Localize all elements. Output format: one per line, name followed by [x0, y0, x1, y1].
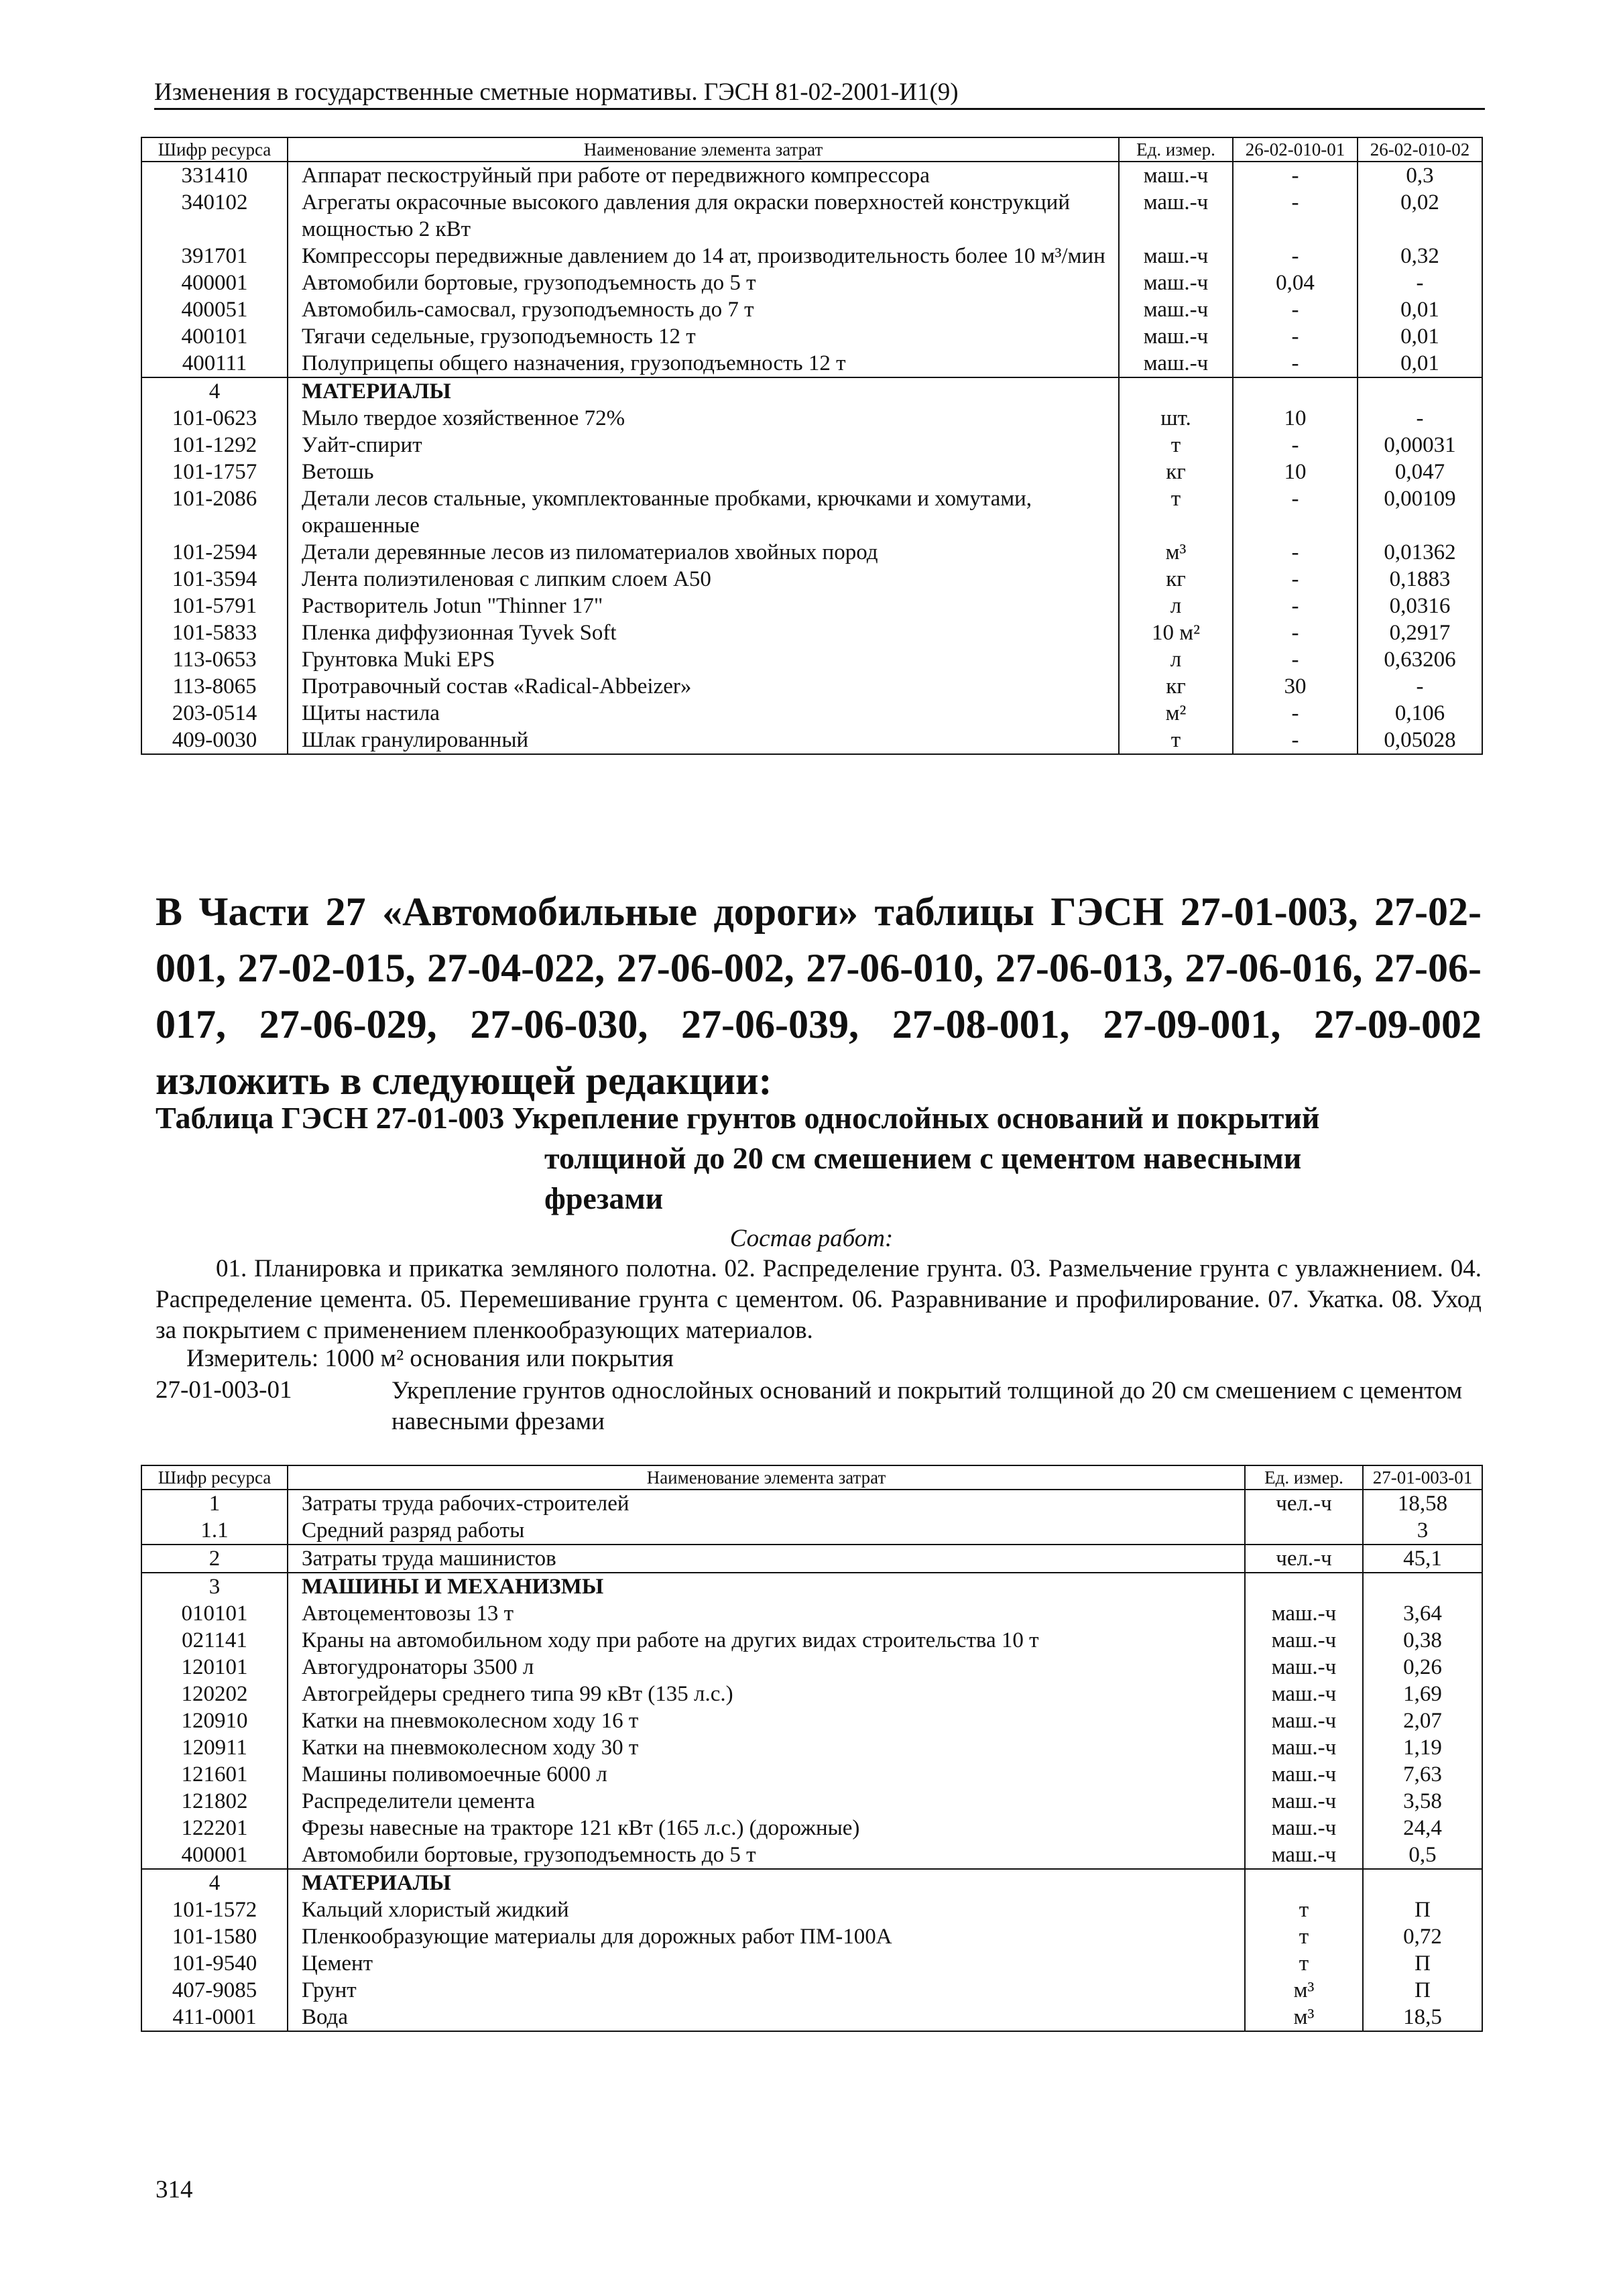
table-row — [141, 1573, 1482, 1600]
cell-val: - — [1233, 432, 1358, 459]
cell-name: Автомобили бортовые, грузоподъемность до 5 т — [288, 269, 1119, 296]
cell-val: 18,5 — [1363, 2004, 1482, 2031]
cell-unit: маш.-ч — [1245, 1681, 1363, 1707]
cell-unit: маш.-ч — [1245, 1654, 1363, 1681]
cell-code: 120910 — [141, 1707, 288, 1734]
cell-name: Пленка диффузионная Tyvek Soft — [288, 619, 1119, 646]
cell-code: 101-9540 — [141, 1950, 288, 1977]
cell-unit: маш.-ч — [1245, 1788, 1363, 1815]
cell-name: Краны на автомобильном ходу при работе на других видах строительства 10 т — [288, 1627, 1245, 1654]
header-code: Шифр ресурса — [141, 137, 288, 162]
cell-code: 407-9085 — [141, 1977, 288, 2004]
header-col-27-01-003-01: 27-01-003-01 — [1363, 1465, 1482, 1490]
table-title — [156, 1098, 1482, 1219]
cell-val: - — [1233, 189, 1358, 243]
cell-unit — [1245, 1869, 1363, 1896]
cell-val: 24,4 — [1363, 1815, 1482, 1841]
cell-name: МАТЕРИАЛЫ — [288, 1869, 1245, 1896]
cell-val: - — [1358, 269, 1482, 296]
table-row — [141, 539, 1482, 566]
cell-name: Автомобили бортовые, грузоподъемность до 5 т — [288, 1841, 1245, 1869]
cell-val: 18,58 — [1363, 1490, 1482, 1517]
cell-name: Грунт — [288, 1977, 1245, 2004]
section-heading: В Части 27 «Автомобильные дороги» таблицы ГЭСН 27-01-003, 27-02-001, 27-02-015, 27-04-022, 27-06-002, 27-06-010, 27-06-013, 27-06-016, 27-06-017, 27-06-029, 27-06-030, 27-06-039, 27-08-001, 27-09-001, 27-09-002 изложить в следующей редакции: — [156, 890, 1482, 1103]
cell-name: Щиты настила — [288, 700, 1119, 727]
cell-unit: маш.-ч — [1119, 296, 1233, 323]
cell-name: Тягачи седельные, грузоподъемность 12 т — [288, 323, 1119, 350]
cell-code: 120101 — [141, 1654, 288, 1681]
table-row — [141, 459, 1482, 485]
table-row — [141, 1517, 1482, 1545]
cell-code: 121601 — [141, 1761, 288, 1788]
cell-unit: маш.-ч — [1245, 1841, 1363, 1869]
cell-val: 0,1883 — [1358, 566, 1482, 593]
cell-name: Автогрейдеры среднего типа 99 кВт (135 л.с.) — [288, 1681, 1245, 1707]
table-row — [141, 1600, 1482, 1627]
cell-code: 340102 — [141, 189, 288, 243]
cell-name: МАТЕРИАЛЫ — [288, 377, 1119, 405]
cell-unit — [1119, 377, 1233, 405]
cell-unit: маш.-ч — [1245, 1761, 1363, 1788]
cell-val: - — [1233, 646, 1358, 673]
cell-unit: м³ — [1119, 539, 1233, 566]
cell-unit: маш.-ч — [1119, 162, 1233, 189]
table-row — [141, 1654, 1482, 1681]
cell-val: - — [1233, 566, 1358, 593]
works-title: Состав работ: — [729, 1225, 894, 1252]
cell-val: 0,02 — [1358, 189, 1482, 243]
cell-unit: маш.-ч — [1245, 1627, 1363, 1654]
cell-code: 4 — [141, 1869, 288, 1896]
cell-unit: маш.-ч — [1245, 1734, 1363, 1761]
header-name: Наименование элемента затрат — [288, 1465, 1245, 1490]
header-name: Наименование элемента затрат — [288, 137, 1119, 162]
table-row — [141, 1734, 1482, 1761]
cell-val: 0,2917 — [1358, 619, 1482, 646]
cell-val: 0,63206 — [1358, 646, 1482, 673]
cell-unit: т — [1245, 1950, 1363, 1977]
cell-code: 400001 — [141, 269, 288, 296]
cell-code: 203-0514 — [141, 700, 288, 727]
table-row — [141, 1681, 1482, 1707]
cell-name: Машины поливомоечные 6000 л — [288, 1761, 1245, 1788]
cell-code: 1 — [141, 1490, 288, 1517]
table-row — [141, 1815, 1482, 1841]
cell-val: 0,01362 — [1358, 539, 1482, 566]
cell-val: 7,63 — [1363, 1761, 1482, 1788]
cell-val: 0,32 — [1358, 243, 1482, 269]
cell-name: Уайт-спирит — [288, 432, 1119, 459]
cell-code: 400101 — [141, 323, 288, 350]
cell-name: Автомобиль-самосвал, грузоподъемность до 7 т — [288, 296, 1119, 323]
cell-val: 0,5 — [1363, 1841, 1482, 1869]
cell-name: Аппарат пескоструйный при работе от передвижного компрессора — [288, 162, 1119, 189]
cell-val: 0,106 — [1358, 700, 1482, 727]
table-row — [141, 566, 1482, 593]
table-row — [141, 1841, 1482, 1869]
cell-val: 0,01 — [1358, 323, 1482, 350]
cell-val: - — [1233, 485, 1358, 539]
table-row — [141, 162, 1482, 189]
cell-code: 409-0030 — [141, 727, 288, 754]
cell-val: 0,3 — [1358, 162, 1482, 189]
cell-val: - — [1233, 700, 1358, 727]
cell-unit: т — [1245, 1923, 1363, 1950]
header-code: Шифр ресурса — [141, 1465, 288, 1490]
cell-code: 4 — [141, 377, 288, 405]
table-row — [141, 1977, 1482, 2004]
cell-code: 010101 — [141, 1600, 288, 1627]
cell-code: 391701 — [141, 243, 288, 269]
cell-code: 331410 — [141, 162, 288, 189]
cell-unit — [1245, 1573, 1363, 1600]
table-row — [141, 727, 1482, 754]
cell-code: 113-0653 — [141, 646, 288, 673]
cell-name: Детали деревянные лесов из пиломатериалов хвойных пород — [288, 539, 1119, 566]
page-number: 314 — [156, 2176, 193, 2203]
table-row — [141, 1707, 1482, 1734]
cell-unit: чел.-ч — [1245, 1545, 1363, 1573]
cell-name: МАШИНЫ И МЕХАНИЗМЫ — [288, 1573, 1245, 1600]
cell-name: Ветошь — [288, 459, 1119, 485]
cell-val: 0,00031 — [1358, 432, 1482, 459]
cell-name: Вода — [288, 2004, 1245, 2031]
table-row — [141, 350, 1482, 377]
cell-name: Лента полиэтиленовая с липким слоем А50 — [288, 566, 1119, 593]
cell-name: Детали лесов стальные, укомплектованные пробками, крючками и хомутами, окрашенные — [288, 485, 1119, 539]
table-row — [141, 700, 1482, 727]
cell-code: 101-1572 — [141, 1896, 288, 1923]
table-row — [141, 1923, 1482, 1950]
cell-val: 3,58 — [1363, 1788, 1482, 1815]
cell-unit: шт. — [1119, 405, 1233, 432]
cell-code: 120911 — [141, 1734, 288, 1761]
resource-table-26-02-010 — [141, 137, 1483, 755]
table-row — [141, 269, 1482, 296]
cell-val: 0,0316 — [1358, 593, 1482, 619]
cell-code: 411-0001 — [141, 2004, 288, 2031]
running-header: Изменения в государственные сметные нормативы. ГЭСН 81-02-2001-И1(9) — [154, 79, 1485, 110]
table-row — [141, 2004, 1482, 2031]
cell-code: 400111 — [141, 350, 288, 377]
cell-code: 101-1292 — [141, 432, 288, 459]
cell-unit: маш.-ч — [1119, 243, 1233, 269]
table-row — [141, 377, 1482, 405]
cell-name: Фрезы навесные на тракторе 121 кВт (165 л.с.) (дорожные) — [288, 1815, 1245, 1841]
cell-val: 0,01 — [1358, 350, 1482, 377]
table-row — [141, 646, 1482, 673]
cell-code: 101-5833 — [141, 619, 288, 646]
table-row — [141, 1627, 1482, 1654]
cell-val: 0,00109 — [1358, 485, 1482, 539]
cell-code: 121802 — [141, 1788, 288, 1815]
table-row — [141, 619, 1482, 646]
cell-code: 101-3594 — [141, 566, 288, 593]
cell-val: П — [1363, 1977, 1482, 2004]
cell-val: 3 — [1363, 1517, 1482, 1545]
cell-unit: м³ — [1245, 1977, 1363, 2004]
cell-name: Катки на пневмоколесном ходу 16 т — [288, 1707, 1245, 1734]
cell-code: 400051 — [141, 296, 288, 323]
cell-val: П — [1363, 1950, 1482, 1977]
cell-val: 45,1 — [1363, 1545, 1482, 1573]
cell-unit: маш.-ч — [1119, 323, 1233, 350]
cell-unit: маш.-ч — [1245, 1815, 1363, 1841]
cell-val: П — [1363, 1896, 1482, 1923]
cell-name: Затраты труда рабочих-строителей — [288, 1490, 1245, 1517]
cell-unit: т — [1119, 432, 1233, 459]
table-title-line-2: толщиной до 20 см смешением с цементом навесными — [544, 1141, 1302, 1175]
cell-unit: кг — [1119, 673, 1233, 700]
table-row — [141, 432, 1482, 459]
cell-unit: маш.-ч — [1245, 1600, 1363, 1627]
cell-code: 101-0623 — [141, 405, 288, 432]
cell-code: 101-1580 — [141, 1923, 288, 1950]
cell-val: 30 — [1233, 673, 1358, 700]
cell-val: 2,07 — [1363, 1707, 1482, 1734]
cell-code: 021141 — [141, 1627, 288, 1654]
cell-unit: л — [1119, 593, 1233, 619]
cell-val — [1363, 1869, 1482, 1896]
cell-val: - — [1233, 162, 1358, 189]
cell-unit: маш.-ч — [1119, 350, 1233, 377]
cell-code: 1.1 — [141, 1517, 288, 1545]
cell-val — [1363, 1573, 1482, 1600]
cell-unit: маш.-ч — [1245, 1707, 1363, 1734]
cell-val: - — [1233, 296, 1358, 323]
table-row — [141, 673, 1482, 700]
header-col-26-02-010-01: 26-02-010-01 — [1233, 137, 1358, 162]
table-header-row — [141, 1465, 1482, 1490]
cell-unit — [1245, 1517, 1363, 1545]
cell-name: Распределители цемента — [288, 1788, 1245, 1815]
table-title-line-3: фрезами — [544, 1181, 664, 1215]
measurement-unit: Измеритель: 1000 м² основания или покрытия — [186, 1345, 674, 1372]
table-row — [141, 243, 1482, 269]
cell-name: Кальций хлористый жидкий — [288, 1896, 1245, 1923]
cell-val: 10 — [1233, 405, 1358, 432]
cell-val — [1358, 377, 1482, 405]
cell-unit: чел.-ч — [1245, 1490, 1363, 1517]
cell-code: 101-2086 — [141, 485, 288, 539]
table-row — [141, 1896, 1482, 1923]
cell-name: Затраты труда машинистов — [288, 1545, 1245, 1573]
cell-val: 0,047 — [1358, 459, 1482, 485]
cell-unit: м³ — [1245, 2004, 1363, 2031]
cell-val: - — [1233, 323, 1358, 350]
cell-val: - — [1233, 539, 1358, 566]
cell-name: Автогудронаторы 3500 л — [288, 1654, 1245, 1681]
cell-val: 1,69 — [1363, 1681, 1482, 1707]
cell-code: 3 — [141, 1573, 288, 1600]
entry-code: 27-01-003-01 — [156, 1376, 292, 1404]
cell-name: Катки на пневмоколесном ходу 30 т — [288, 1734, 1245, 1761]
cell-unit: м² — [1119, 700, 1233, 727]
cell-code: 101-2594 — [141, 539, 288, 566]
cell-unit: л — [1119, 646, 1233, 673]
cell-code: 113-8065 — [141, 673, 288, 700]
cell-val: - — [1233, 727, 1358, 754]
cell-val: - — [1233, 619, 1358, 646]
header-unit: Ед. измер. — [1245, 1465, 1363, 1490]
table-row — [141, 323, 1482, 350]
table-row — [141, 405, 1482, 432]
cell-unit: кг — [1119, 459, 1233, 485]
cell-code: 101-1757 — [141, 459, 288, 485]
cell-val: 0,04 — [1233, 269, 1358, 296]
cell-code: 2 — [141, 1545, 288, 1573]
cell-name: Цемент — [288, 1950, 1245, 1977]
cell-unit: т — [1245, 1896, 1363, 1923]
table-row — [141, 1490, 1482, 1517]
table-row — [141, 1545, 1482, 1573]
table-row — [141, 1761, 1482, 1788]
cell-code: 101-5791 — [141, 593, 288, 619]
cell-val: - — [1233, 243, 1358, 269]
table-header-row — [141, 137, 1482, 162]
table-row — [141, 296, 1482, 323]
cell-name: Шлак гранулированный — [288, 727, 1119, 754]
cell-name: Полуприцепы общего назначения, грузоподъемность 12 т — [288, 350, 1119, 377]
table-title-line-1: Таблица ГЭСН 27-01-003 Укрепление грунтов однослойных оснований и покрытий — [156, 1101, 1320, 1135]
cell-code: 120202 — [141, 1681, 288, 1707]
cell-unit: т — [1119, 727, 1233, 754]
cell-val: 0,05028 — [1358, 727, 1482, 754]
cell-val: - — [1358, 405, 1482, 432]
cell-val: 10 — [1233, 459, 1358, 485]
cell-val: 0,38 — [1363, 1627, 1482, 1654]
header-unit: Ед. измер. — [1119, 137, 1233, 162]
cell-val: - — [1233, 593, 1358, 619]
entry-name: Укрепление грунтов однослойных оснований и покрытий толщиной до 20 см смешением с цементом навесными фрезами — [392, 1377, 1463, 1435]
table-row — [141, 485, 1482, 539]
cell-name: Компрессоры передвижные давлением до 14 ат, производительность более 10 м³/мин — [288, 243, 1119, 269]
cell-unit: кг — [1119, 566, 1233, 593]
table-row — [141, 189, 1482, 243]
cell-val: 3,64 — [1363, 1600, 1482, 1627]
cell-val: 0,26 — [1363, 1654, 1482, 1681]
table-row — [141, 1869, 1482, 1896]
cell-val: 1,19 — [1363, 1734, 1482, 1761]
cell-val — [1233, 377, 1358, 405]
cell-unit: 10 м² — [1119, 619, 1233, 646]
cell-code: 122201 — [141, 1815, 288, 1841]
cell-name: Грунтовка Muki EPS — [288, 646, 1119, 673]
cell-name: Средний разряд работы — [288, 1517, 1245, 1545]
cell-val: 0,72 — [1363, 1923, 1482, 1950]
cell-name: Протравочный состав «Radical-Abbeizer» — [288, 673, 1119, 700]
cell-name: Автоцементовозы 13 т — [288, 1600, 1245, 1627]
resource-table-27-01-003 — [141, 1465, 1483, 2032]
table-row — [141, 1950, 1482, 1977]
table-row — [141, 593, 1482, 619]
cell-name: Мыло твердое хозяйственное 72% — [288, 405, 1119, 432]
cell-name: Агрегаты окрасочные высокого давления для окраски поверхностей конструкций мощностью 2 кВт — [288, 189, 1119, 243]
cell-val: - — [1358, 673, 1482, 700]
table-row — [141, 1788, 1482, 1815]
cell-code: 400001 — [141, 1841, 288, 1869]
cell-val: 0,01 — [1358, 296, 1482, 323]
cell-name: Растворитель Jotun "Thinner 17" — [288, 593, 1119, 619]
works-description: 01. Планировка и прикатка земляного полотна. 02. Распределение грунта. 03. Размельчение грунта с увлажнением. 04. Распределение цемента. 05. Перемешивание грунта с цементом. 06. Разравнивание и профилирование. 07. Укатка. 08. Уход за покрытием с применением пленкообразующих материалов. — [156, 1255, 1482, 1344]
header-col-26-02-010-02: 26-02-010-02 — [1358, 137, 1482, 162]
cell-unit: маш.-ч — [1119, 189, 1233, 243]
cell-unit: т — [1119, 485, 1233, 539]
cell-val: - — [1233, 350, 1358, 377]
cell-unit: маш.-ч — [1119, 269, 1233, 296]
cell-name: Пленкообразующие материалы для дорожных работ ПМ-100А — [288, 1923, 1245, 1950]
